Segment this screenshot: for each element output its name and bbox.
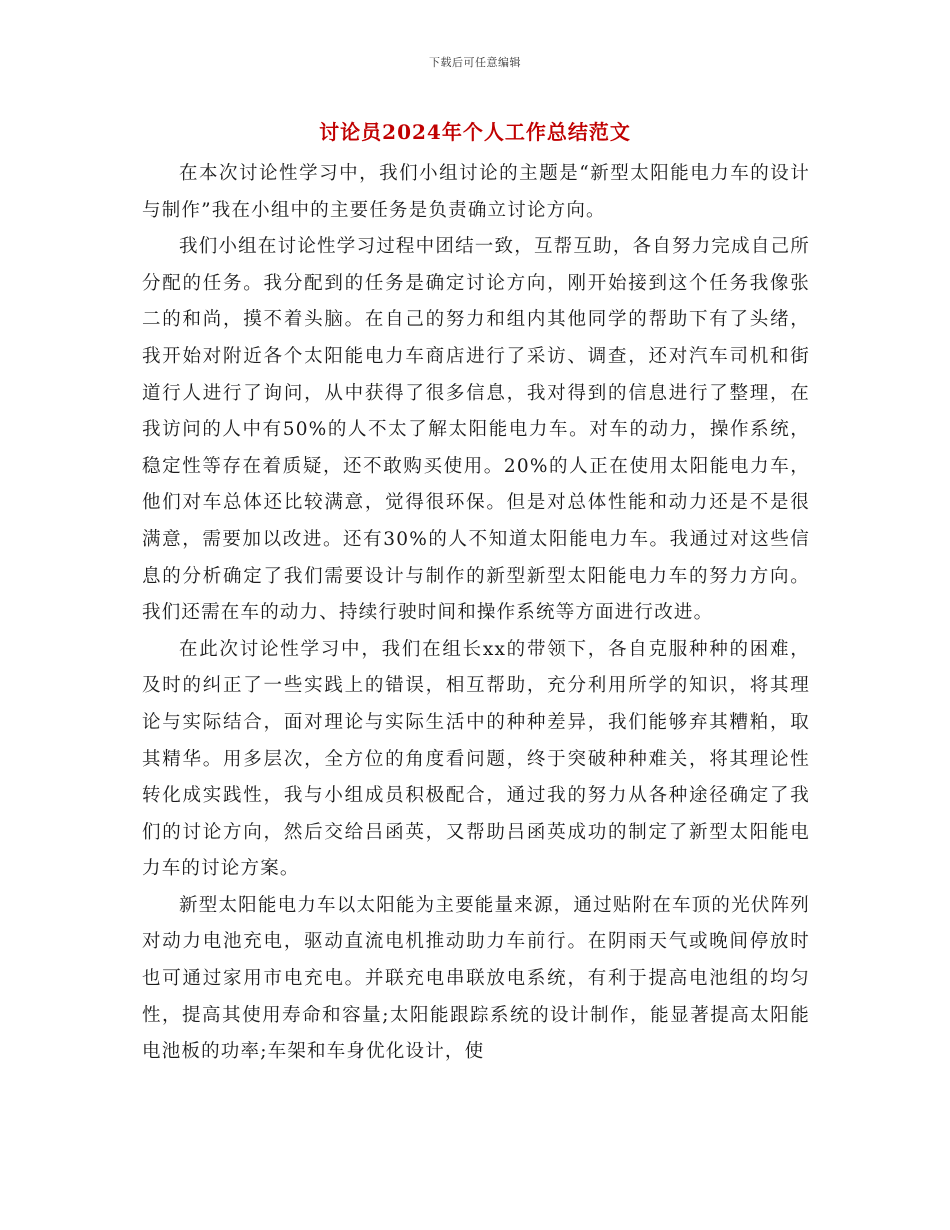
paragraph: 在本次讨论性学习中，我们小组讨论的主题是“新型太阳能电力车的设计与制作”我在小组中的主要任务是负责确立讨论方向。 xyxy=(142,163,810,221)
document-title: 讨论员2024年个人工作总结范文 xyxy=(319,120,631,144)
paragraph: 在此次讨论性学习中，我们在组长xx的带领下，各自克服种种的困难，及时的纠正了一些实践上的错误，相互帮助，充分利用所学的知识，将其理论与实际结合，面对理论与实际生活中的种种差异，我们能够弃其糟粕，取其精华。用多层次，全方位的角度看问题，终于突破种种难关，将其理论性转化成实践性，我与小组成员积极配合，通过我的努力从各种途径确定了我们的讨论方向，然后交给吕函英，又帮助吕函英成功的制定了新型太阳能电力车的讨论方案。 xyxy=(142,638,810,880)
paragraph: 新型太阳能电力车以太阳能为主要能量来源，通过贴附在车顶的光伏阵列对动力电池充电，驱动直流电机推动助力车前行。在阴雨天气或晚间停放时也可通过家用市电充电。并联充电串联放电系统，有利于提高电池组的均匀性，提高其使用寿命和容量;太阳能跟踪系统的设计制作，能显著提高太阳能电池板的功率;车架和车身优化设计，使 xyxy=(142,894,810,1063)
document-body xyxy=(142,156,810,1071)
header-note: 下载后可任意编辑 xyxy=(429,56,521,69)
paragraph: 我们小组在讨论性学习过程中团结一致，互帮互助，各自努力完成自己所分配的任务。我分配到的任务是确定讨论方向，刚开始接到这个任务我像张二的和尚，摸不着头脑。在自己的努力和组内其他同学的帮助下有了头绪，我开始对附近各个太阳能电力车商店进行了采访、调查，还对汽车司机和街道行人进行了询问，从中获得了很多信息，我对得到的信息进行了整理，在我访问的人中有50%的人不太了解太阳能电力车。对车的动力，操作系统，稳定性等存在着质疑，还不敢购买使用。20%的人正在使用太阳能电力车，他们对车总体还比较满意，觉得很环保。但是对总体性能和动力还是不是很满意，需要加以改进。还有30%的人不知道太阳能电力车。我通过对这些信息的分析确定了我们需要设计与制作的新型新型太阳能电力车的努力方向。我们还需在车的动力、持续行驶时间和操作系统等方面进行改进。 xyxy=(142,236,810,624)
